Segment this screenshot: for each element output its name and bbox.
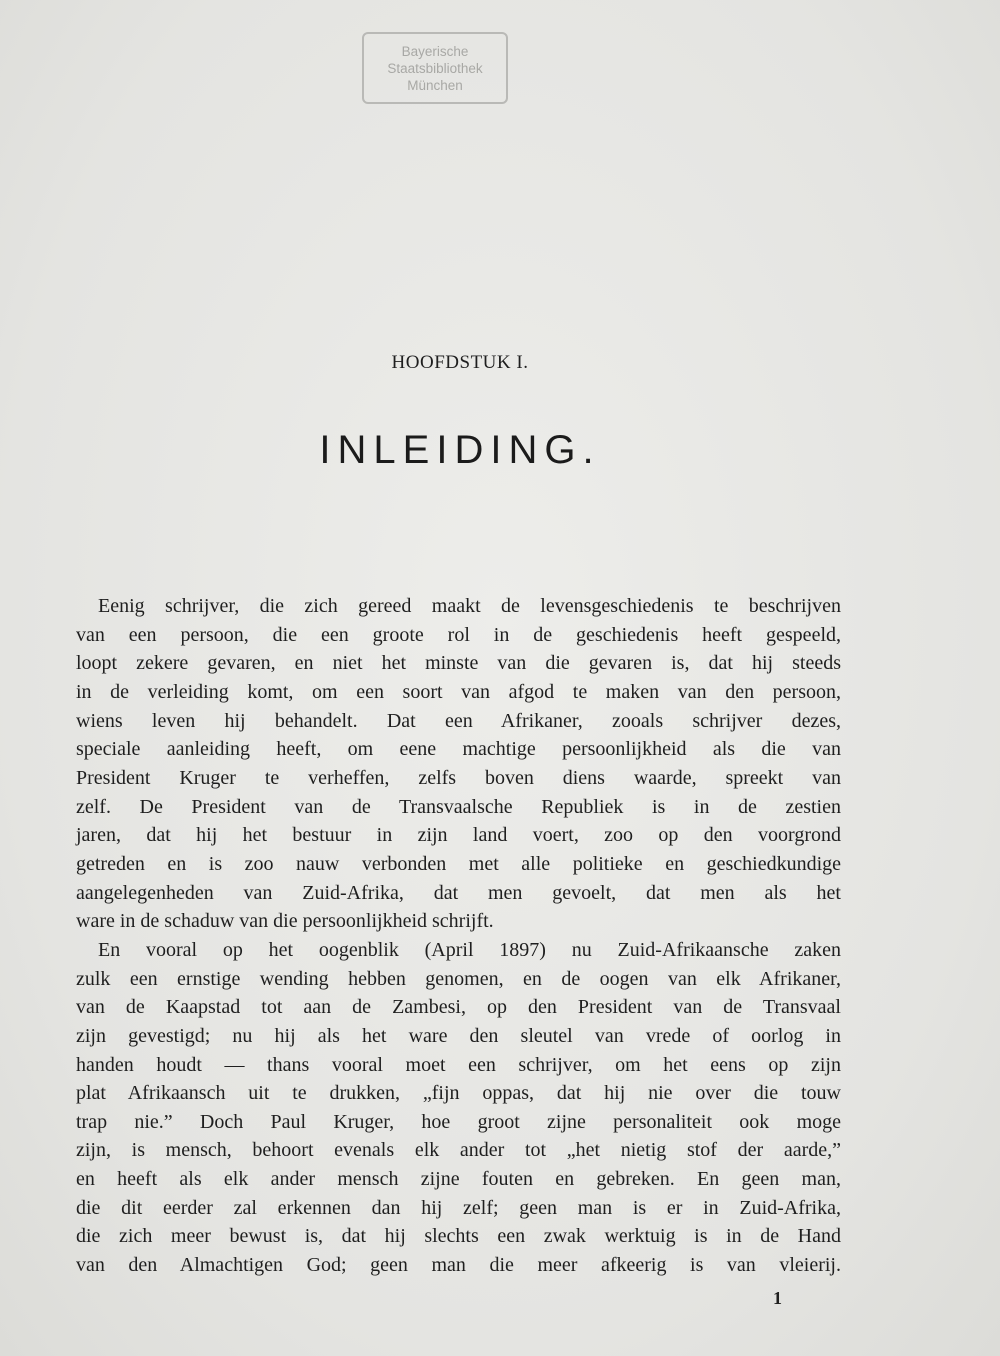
text-line: in de verleiding komt, om een soort van afgod te maken van den persoon,	[76, 680, 841, 703]
text-line: van een persoon, die een groote rol in de geschiedenis heeft gespeeld,	[76, 623, 841, 646]
stamp-line-3: München	[407, 77, 463, 93]
text-line: handen houdt — thans vooral moet een schrijver, om het eens op zijn	[76, 1053, 841, 1076]
text-line: En vooral op het oogenblik (April 1897) nu Zuid-Afrikaansche zaken	[98, 938, 841, 961]
text-line: die dit eerder zal erkennen dan hij zelf; geen man is er in Zuid-Afrika,	[76, 1196, 841, 1219]
stamp-line-2: Staatsbibliothek	[387, 60, 483, 76]
page-title: INLEIDING.	[319, 428, 601, 472]
text-line: en heeft als elk ander mensch zijne fouten en gebreken. En geen man,	[76, 1168, 841, 1191]
text-line: jaren, dat hij het bestuur in zijn land voert, zoo op den voorgrond	[76, 824, 841, 847]
text-line: die zich meer bewust is, dat hij slechts een zwak werktuig is in de Hand	[76, 1225, 841, 1248]
text-line: aangelegenheden van Zuid-Afrika, dat men gevoelt, dat men als het	[76, 881, 841, 904]
text-line: wiens leven hij behandelt. Dat een Afrikaner, zooals schrijver dezes,	[76, 709, 841, 732]
text-line: speciale aanleiding heeft, om eene machtige persoonlijkheid als die van	[76, 738, 841, 761]
text-line: President Kruger te verheffen, zelfs boven diens waarde, spreekt van	[76, 766, 841, 789]
chapter-heading: HOOFDSTUK I.	[391, 352, 529, 373]
text-line: ware in de schaduw van die persoonlijkheid schrijft.	[76, 910, 494, 933]
text-line: zulk een ernstige wending hebben genomen, en de oogen van elk Afrikaner,	[76, 967, 841, 990]
paragraph-1	[76, 592, 841, 936]
body-text	[76, 592, 841, 1280]
text-line: van den Almachtigen God; geen man die meer afkeerig is van vleierij.	[76, 1254, 841, 1277]
text-line: plat Afrikaansch uit te drukken, „fijn oppas, dat hij nie over die touw	[76, 1082, 841, 1105]
text-line: Eenig schrijver, die zich gereed maakt de levensgeschiedenis te beschrijven	[98, 595, 841, 617]
page-number: 1	[773, 1288, 782, 1308]
text-line: zelf. De President van de Transvaalsche Republiek is in de zestien	[76, 795, 841, 818]
text-line: zijn, is mensch, behoort evenals elk ander tot „het nietig stof der aarde,”	[76, 1139, 841, 1162]
stamp-line-1: Bayerische	[401, 43, 469, 59]
library-stamp	[362, 32, 508, 104]
text-line: loopt zekere gevaren, en niet het minste van die gevaren is, dat hij steeds	[76, 652, 841, 675]
text-line: zijn gevestigd; nu hij als het ware den sleutel van vrede of oorlog in	[76, 1024, 841, 1047]
paragraph-2	[76, 936, 841, 1280]
text-line: getreden en is zoo nauw verbonden met alle politieke en geschiedkundige	[76, 852, 841, 875]
text-line: trap nie.” Doch Paul Kruger, hoe groot zijne personaliteit ook moge	[76, 1110, 841, 1133]
text-line: van de Kaapstad tot aan de Zambesi, op den President van de Transvaal	[76, 996, 841, 1019]
